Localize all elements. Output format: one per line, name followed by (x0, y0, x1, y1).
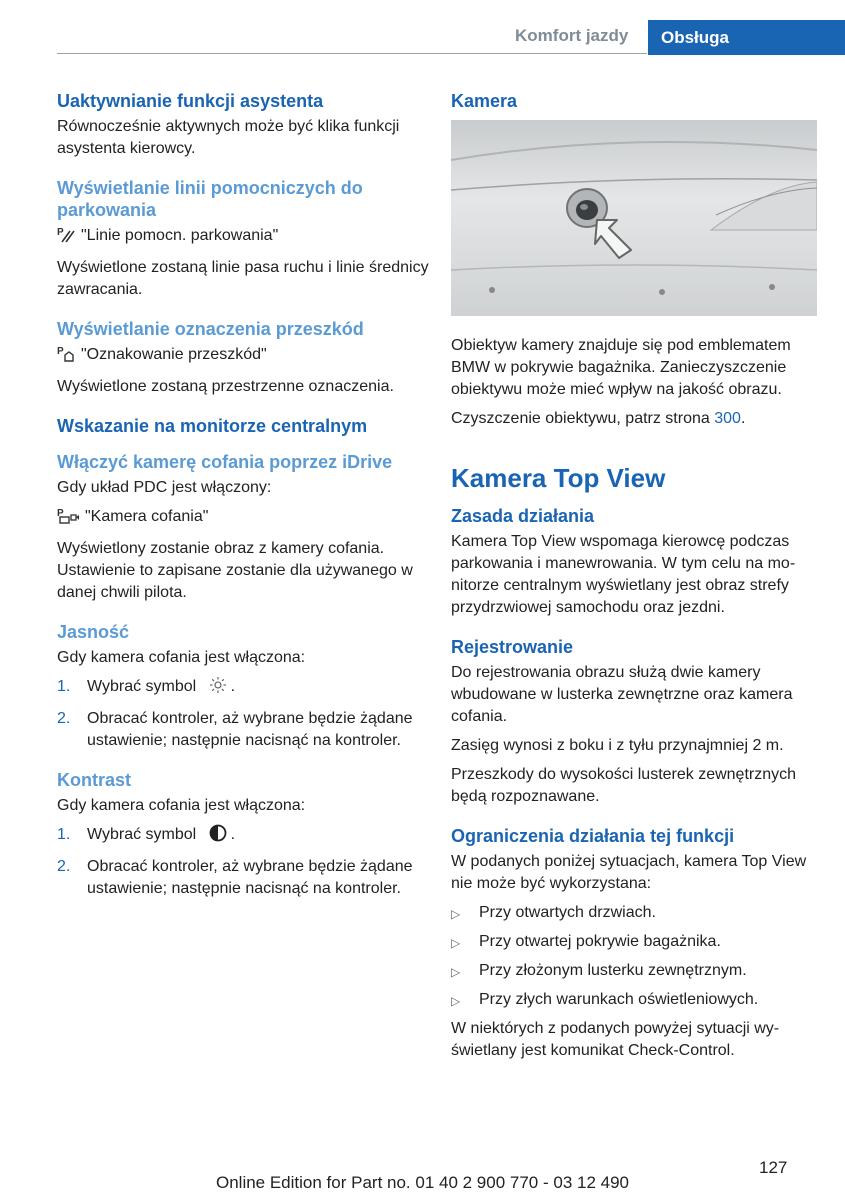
list-item: 2. Obracać kontroler, aż wybrane będzie żądane ustawienie; następnie nacisnąć na kontroler. (57, 858, 413, 897)
header-chapter-tab: Obsługa (648, 20, 845, 55)
svg-text:P: P (57, 508, 64, 519)
heading-central-monitor: Wskazanie na monitorze centralnym (57, 416, 368, 436)
text-obstacle-marking: Wyświetlone zostaną przestrzenne oznaczenia. (57, 378, 394, 395)
option-rear-camera: P "Kamera cofania" (57, 506, 429, 531)
option-parking-lines: P "Linie pomocn. parkowania" (57, 225, 429, 250)
heading-brightness: Jasność (57, 622, 130, 642)
list-item: 1. Wybrać symbol . (57, 676, 429, 701)
list-item: ▷ Przy otwartej pokrywie bagażnika. (451, 931, 823, 954)
header-section: Komfort jazdy (515, 26, 629, 45)
text-parking-lines: Wyświetlone zostaną linie pasa ruchu i linie średnicy zawracania. (57, 259, 429, 298)
heading-obstacle-marking: Wyświetlanie oznaczenia przeszkód (57, 319, 364, 339)
text-limitations: W podanych poniżej sytuacjach, kamera Top View nie może być wykorzystana: (451, 853, 807, 892)
text-check-control: W niektórych z podanych powyżej sytuacji wyświetlany jest komunikat Check-Control. (451, 1020, 780, 1059)
page-link[interactable]: 300 (714, 410, 741, 427)
text-principle: Kamera Top View wspomaga kierowcę podczas parkowania i manewrowania. W tym celu na monitorze centralnym wyświetlany jest obraz strefy przydrzwiowej samochodu oraz jezdni. (451, 533, 796, 616)
page-number: 127 (759, 1158, 788, 1177)
text-recording: Do rejestrowania obrazu służą dwie kamery wbudowane w lusterka zewnętrzne oraz kamera cofania. (451, 664, 793, 725)
heading-parking-lines: Wyświetlanie linii pomocniczych do parkowania (57, 178, 363, 220)
svg-text:P: P (57, 346, 64, 357)
trunk-camera-photo (451, 120, 817, 316)
bullet-triangle-icon: ▷ (451, 965, 461, 979)
heading-camera: Kamera (451, 91, 518, 111)
heading-rear-camera-idrive: Włączyć kamerę cofania poprzez iDrive (57, 452, 393, 472)
list-item: ▷ Przy złych warunkach oświetleniowych. (451, 989, 823, 1012)
list-item: ▷ Przy otwartych drzwiach. (451, 902, 823, 925)
section-title-top-view: Kamera Top View (451, 463, 666, 493)
contrast-icon (209, 824, 227, 849)
svg-text:P: P (57, 227, 64, 238)
parking-lines-icon (57, 225, 75, 250)
heading-activate-assistant: Uaktywnianie funkcji asystenta (57, 91, 324, 111)
left-column (57, 90, 429, 907)
bullet-triangle-icon: ▷ (451, 936, 461, 950)
right-column (451, 90, 823, 1069)
rear-camera-icon (57, 506, 79, 531)
text-camera-on-2: Gdy kamera cofania jest włączona: (57, 797, 306, 814)
bullet-triangle-icon: ▷ (451, 994, 461, 1008)
text-assistant: Równocześnie aktywnych może być klika funkcji asystenta kierowcy. (57, 118, 400, 157)
list-item: 1. Wybrać symbol . (57, 824, 429, 849)
text-pdc-on: Gdy układ PDC jest włączony: (57, 479, 272, 496)
list-item: ▷ Przy złożonym lusterku zewnętrznym. (451, 960, 823, 983)
header-rule (57, 53, 647, 54)
heading-contrast: Kontrast (57, 770, 132, 790)
heading-principle: Zasada działania (451, 506, 595, 526)
text-range: Zasięg wynosi z boku i z tyłu przynajmniej 2 m. (451, 737, 784, 754)
bullet-triangle-icon: ▷ (451, 907, 461, 921)
option-obstacle-marking: P "Oznakowanie przeszkód" (57, 344, 429, 369)
text-obstacles: Przeszkody do wysokości lusterek zewnętrznych będą rozpoznawane. (451, 766, 797, 805)
footer: Online Edition for Part no. 01 40 2 900 770 - 03 12 490 (215, 1173, 629, 1192)
text-camera-on-1: Gdy kamera cofania jest włączona: (57, 649, 306, 666)
text-cleaning: Czyszczenie obiektywu, patrz strona 300. (451, 410, 746, 427)
text-camera-lens: Obiektyw kamery znajduje się pod emblematem BMW w pokrywie bagażnika. Zanieczyszczenie obiektywu może mieć wpływ na jakość obrazu. (451, 337, 791, 398)
obstacle-marking-icon (57, 344, 75, 369)
heading-recording: Rejestrowanie (451, 637, 574, 657)
heading-limitations: Ograniczenia działania tej funkcji (451, 826, 735, 846)
brightness-icon (209, 676, 227, 701)
list-item: 2. Obracać kontroler, aż wybrane będzie żądane ustawienie; następnie nacisnąć na kontroler. (57, 710, 413, 749)
text-rear-camera: Wyświetlony zostanie obraz z kamery cofania. Ustawienie to zapisane zostanie dla używanego w danej chwili pilota. (57, 540, 413, 601)
